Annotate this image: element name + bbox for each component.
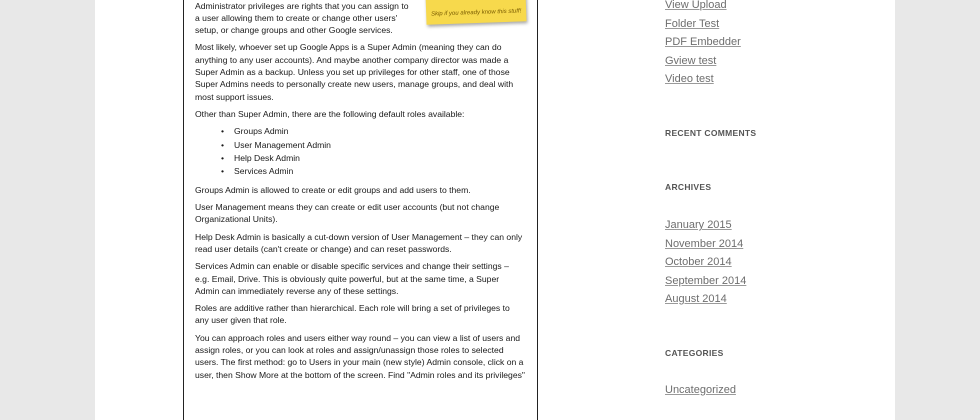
bullet: • [221,166,225,177]
doc-paragraph: You can approach roles and users either way round – you can view a list of users and assign roles, or you can look at roles and assign/unassign those roles to selected users. The first method: go to Users in your main (new style) Admin console, click on a user, then Show More at the bottom of the screen. Find "Admin roles and its privileges" [195,332,525,380]
archive-link[interactable]: November 2014 [665,237,744,250]
role-label: Services Admin [234,166,294,177]
recent-post-link[interactable]: View Upload [665,0,727,11]
archive-link[interactable]: August 2014 [665,293,727,305]
recent-post-link[interactable]: Folder Test [665,17,720,30]
doc-paragraph: Other than Super Admin, there are the following default roles available: [195,108,465,119]
recent-post-link[interactable]: Gview test [665,54,717,67]
archives-heading: ARCHIVES [665,182,712,192]
role-label: Help Desk Admin [234,152,300,163]
categories-heading: CATEGORIES [665,348,724,358]
recent-posts-list [665,0,741,89]
sidebar [665,0,865,420]
list-item [221,125,525,138]
doc-paragraph: User Management means they can create or edit user accounts (but not change Organizational Units). [195,202,500,225]
archives-list [665,216,746,309]
archive-link[interactable]: January 2015 [665,219,732,231]
pdf-document-viewer[interactable] [183,0,538,420]
category-link[interactable]: Uncategorized [665,384,736,396]
recent-post-link[interactable]: Video test [665,73,714,85]
doc-paragraph: Services Admin can enable or disable specific services and change their settings – e.g. Email, Drive. This is obviously quite powerful, but at the same time, a Super Admin can immediately reverse any of these settings. [195,261,509,296]
list-item [221,165,525,178]
sticky-note: Skip if you already know this stuff! [425,0,526,25]
doc-paragraph: Most likely, whoever set up Google Apps is a Super Admin (meaning they can do anything to any user accounts). And maybe another company director was made a Super Admin as a backup. Unless you set up privileges for other staff, one of those Super Admins needs to personally create new users, manage groups, and deal with most support issues. [195,42,514,102]
bullet: • [221,126,225,137]
roles-list [221,125,525,179]
role-label: Groups Admin [234,126,289,137]
bullet: • [221,152,225,163]
doc-paragraph: Groups Admin is allowed to create or edit groups and add users to them. [195,184,471,195]
categories-list [665,381,736,400]
doc-paragraph: Help Desk Admin is basically a cut-down version of User Management – they can only read user details (can't create or change) and can reset passwords. [195,231,523,254]
bullet: • [221,139,225,150]
archive-link[interactable]: October 2014 [665,256,732,268]
archive-link[interactable]: September 2014 [665,274,747,287]
list-item [221,139,525,152]
list-item [221,152,525,165]
recent-post-link[interactable]: PDF Embedder [665,36,741,48]
doc-paragraph: Roles are additive rather than hierarchical. Each role will bring a set of privileges to any user given that role. [195,303,510,326]
doc-paragraph-intro: Administrator privileges are rights that you can assign to a user allowing them to create or change other users' setup, or change groups and other Google services. [195,0,409,36]
recent-comments-heading: RECENT COMMENTS [665,128,757,138]
role-label: User Management Admin [234,139,331,150]
